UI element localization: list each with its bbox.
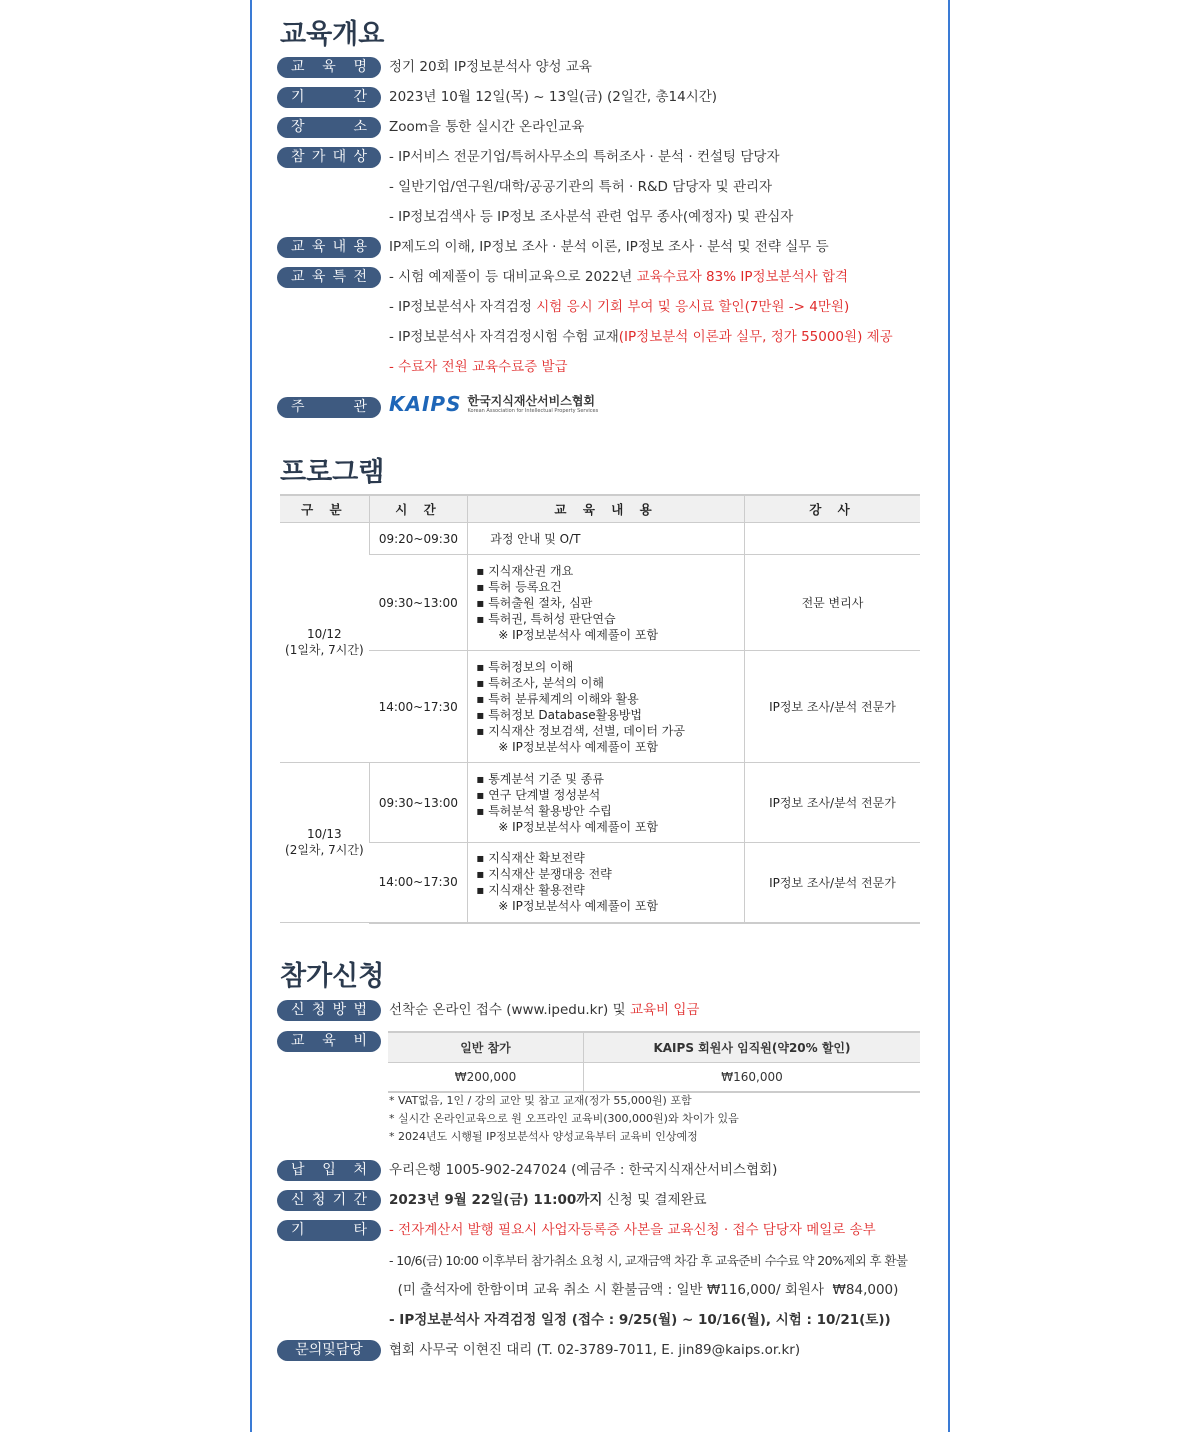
- program-title: 프로그램: [280, 457, 385, 488]
- content-item: ▪ 특허정보 Database활용방법: [476, 707, 743, 723]
- day-cell: [280, 763, 369, 923]
- kaips-name-en: Korean Association for Intellectual Property Services: [467, 407, 599, 414]
- label-char: 참: [291, 149, 305, 165]
- feature-text: - IP정보분석사 자격검정시험 수험 교재: [389, 329, 619, 345]
- label-char: 육: [311, 239, 326, 255]
- label-pill: [277, 117, 381, 138]
- label-char: 교: [291, 239, 305, 255]
- overview-row: [277, 393, 927, 418]
- feature-highlight: 교육수료자 83% IP정보분석사 합격: [636, 269, 849, 285]
- kaips-mark: KAIPS: [389, 392, 462, 416]
- overview-text: 2023년 10월 12일(목) ~ 13일(금) (2일간, 총14시간): [389, 89, 718, 105]
- feature-line: [389, 326, 893, 349]
- feature-line: [389, 266, 848, 289]
- label-pill: [277, 87, 381, 108]
- label-pill: [277, 1160, 381, 1181]
- label-char: 법: [353, 1002, 367, 1018]
- fee-notes: [389, 1092, 739, 1146]
- contact-text: 협회 사무국 이현진 대리 (T. 02-3789-7011, E. jin89@kaips.or.kr): [389, 1342, 801, 1358]
- fee-note: * 2024년도 시행될 IP정보분석사 양성교육부터 교육비 인상예정: [389, 1130, 698, 1143]
- feature-line: [389, 296, 849, 319]
- label-char: 간: [353, 89, 367, 105]
- feature-text: - 시험 예제풀이 등 대비교육으로 2022년: [389, 269, 637, 285]
- label-char: 육: [322, 1033, 336, 1049]
- program-header: 시 간: [369, 495, 468, 523]
- label-char: 신: [291, 1002, 305, 1018]
- content-item: ▪ 특허권, 특허성 판단연습: [476, 611, 743, 627]
- period-deadline: 2023년 9월 22일(금) 11:00까지: [389, 1192, 603, 1208]
- label-char: 납: [291, 1162, 305, 1178]
- label-char: 처: [353, 1162, 367, 1178]
- etc-line: - IP정보분석사 자격검정 일정 (접수 : 9/25(월) ~ 10/16(월), 시험 : 10/21(토)): [389, 1312, 891, 1328]
- content-item: ▪ 연구 단계별 정성분석: [476, 787, 743, 803]
- kaips-logo: [389, 392, 598, 416]
- content-note: ※ IP정보분석사 예제풀이 포함: [498, 819, 659, 834]
- time-cell: 14:00~17:30: [369, 843, 468, 923]
- etc-line: (미 출석자에 한함이며 교육 취소 시 환불금액 : 일반 ₩116,000/ 회원사 ₩84,000): [389, 1282, 899, 1298]
- content-item: ▪ 지식재산 활용전략: [476, 882, 743, 898]
- label-char: 기: [332, 1192, 347, 1208]
- apply-method-row: [277, 999, 927, 1021]
- program-table: [280, 494, 920, 924]
- label-char: 청: [311, 1002, 326, 1018]
- label-char: 간: [353, 1192, 367, 1208]
- label-char: 관: [353, 399, 367, 415]
- content-cell: [468, 555, 745, 651]
- label-char: 명: [353, 59, 367, 75]
- target-line: - IP정보검색사 등 IP정보 조사분석 관련 업무 종사(예정자) 및 관심자: [389, 209, 794, 225]
- label-pill: [277, 397, 381, 418]
- program-header: 강 사: [744, 495, 920, 523]
- program-header: 구 분: [280, 495, 369, 523]
- label-char: 육: [311, 269, 326, 285]
- target-line: - 일반기업/연구원/대학/공공기관의 특허 · R&D 담당자 및 관리자: [389, 179, 773, 195]
- day-date: 10/13: [307, 827, 342, 841]
- day-sub: (2일차, 7시간): [285, 843, 364, 857]
- content-item: ▪ 특허 등록요건: [476, 579, 743, 595]
- fee-value: ₩160,000: [584, 1063, 921, 1093]
- label-char: 용: [353, 239, 367, 255]
- fee-table: [388, 1031, 920, 1093]
- feature-text: - IP정보분석사 자격검정: [389, 299, 537, 315]
- overview-row: [277, 116, 927, 138]
- feature-highlight: - 수료자 전원 교육수료증 발급: [389, 359, 568, 375]
- label-char: 상: [353, 149, 367, 165]
- label-pill: [277, 267, 381, 288]
- apply-method-highlight: 교육비 입금: [629, 1002, 700, 1018]
- label-pill: [277, 237, 381, 258]
- overview-title: 교육개요: [280, 19, 385, 50]
- day-sub: (1일차, 7시간): [285, 643, 364, 657]
- content-item: ▪ 지식재산 확보전략: [476, 850, 743, 866]
- content-item: ▪ 특허출원 절차, 심판: [476, 595, 743, 611]
- day-cell: [280, 523, 369, 763]
- overview-text: IP제도의 이해, IP정보 조사 · 분석 이론, IP정보 조사 · 분석 및 전략 실무 등: [389, 239, 829, 255]
- content-item: 과정 안내 및 O/T: [490, 531, 581, 546]
- kaips-name: 한국지식재산서비스협회: [467, 393, 595, 408]
- lecturer-cell: 전문 변리사: [744, 555, 920, 651]
- time-cell: 09:30~13:00: [369, 763, 468, 843]
- label-char: 교: [291, 59, 305, 75]
- lecturer-cell: [744, 523, 920, 555]
- label-pill: 문의및담당: [277, 1340, 381, 1361]
- overview-row: [277, 236, 927, 258]
- label-char: 교: [291, 1033, 305, 1049]
- content-cell: [468, 763, 745, 843]
- content-item: ▪ 지식재산 정보검색, 선별, 데이터 가공: [476, 723, 743, 739]
- label-pill: [277, 1031, 381, 1052]
- time-cell: 14:00~17:30: [369, 651, 468, 763]
- bank-text: 우리은행 1005-902-247024 (예금주 : 한국지식재산서비스협회): [389, 1162, 778, 1178]
- content-item: ▪ 특허분석 활용방안 수립: [476, 803, 743, 819]
- etc-line: - 전자계산서 발행 필요시 사업자등록증 사본을 교육신청 · 접수 담당자 메일로 송부: [389, 1222, 876, 1238]
- content-cell: [468, 651, 745, 763]
- content-item: ▪ 특허 분류체계의 이해와 활용: [476, 691, 743, 707]
- label-char: 내: [332, 239, 347, 255]
- label-pill: [277, 1190, 381, 1211]
- contact-row: [277, 1339, 927, 1361]
- label-pill: [277, 1000, 381, 1021]
- label-char: 특: [332, 269, 347, 285]
- feature-highlight: (IP정보분석 이론과 실무, 정가 55000원) 제공: [618, 329, 893, 345]
- overview-row: [277, 56, 927, 78]
- target-line: - IP서비스 전문기업/특허사무소의 특허조사 · 분석 · 컨설팅 담당자: [389, 149, 780, 165]
- label-char: 소: [353, 119, 367, 135]
- apply-method-text: 선착순 온라인 접수 (www.ipedu.kr) 및: [389, 1002, 630, 1018]
- overview-text: 정기 20회 IP정보분석사 양성 교육: [389, 59, 592, 75]
- label-pill: [277, 1220, 381, 1241]
- label-char: 청: [311, 1192, 326, 1208]
- program-header: 교 육 내 용: [468, 495, 745, 523]
- label-pill: [277, 57, 381, 78]
- label-char: 주: [291, 399, 305, 415]
- label-char: 전: [353, 269, 367, 285]
- label-char: 비: [353, 1033, 367, 1049]
- etc-line: - 10/6(금) 10:00 이후부터 참가취소 요청 시, 교재금액 차감 후 교육준비 수수료 약 20%제외 후 환불: [389, 1253, 908, 1268]
- label-char: 교: [291, 269, 305, 285]
- label-char: 육: [322, 59, 336, 75]
- label-char: 입: [322, 1162, 336, 1178]
- lecturer-cell: IP정보 조사/분석 전문가: [744, 651, 920, 763]
- content-item: ▪ 통계분석 기준 및 종류: [476, 771, 743, 787]
- content-item: ▪ 특허정보의 이해: [476, 659, 743, 675]
- content-item: ▪ 지식재산권 개요: [476, 563, 743, 579]
- content-cell: [468, 523, 745, 555]
- fee-header: KAIPS 회원사 임직원(약20% 할인): [584, 1032, 921, 1063]
- period-text: 신청 및 결제완료: [602, 1192, 707, 1208]
- overview-text: Zoom을 통한 실시간 온라인교육: [389, 119, 585, 135]
- label-char: 타: [353, 1222, 367, 1238]
- bank-row: [277, 1159, 927, 1181]
- label-char: 방: [332, 1002, 347, 1018]
- fee-header: 일반 참가: [388, 1032, 584, 1063]
- label-char: 대: [332, 149, 347, 165]
- content-item: ▪ 특허조사, 분석의 이해: [476, 675, 743, 691]
- fee-note: * VAT없음, 1인 / 강의 교안 및 참고 교재(정가 55,000원) 포함: [389, 1094, 692, 1107]
- content-note: ※ IP정보분석사 예제풀이 포함: [498, 627, 659, 642]
- label-pill: [277, 147, 381, 168]
- fee-value: ₩200,000: [388, 1063, 584, 1093]
- feature-highlight: 시험 응시 기회 부여 및 응시료 할인(7만원 -> 4만원): [536, 299, 850, 315]
- lecturer-cell: IP정보 조사/분석 전문가: [744, 843, 920, 923]
- day-date: 10/12: [307, 627, 342, 641]
- time-cell: 09:20~09:30: [369, 523, 468, 555]
- etc-row: [277, 1219, 927, 1241]
- lecturer-cell: IP정보 조사/분석 전문가: [744, 763, 920, 843]
- feature-line: [389, 356, 568, 379]
- label-char: 가: [311, 149, 326, 165]
- label-char: 신: [291, 1192, 305, 1208]
- label-char: 장: [291, 119, 305, 135]
- content-note: ※ IP정보분석사 예제풀이 포함: [498, 739, 659, 754]
- time-cell: 09:30~13:00: [369, 555, 468, 651]
- label-char: 기: [291, 1222, 305, 1238]
- period-row: [277, 1189, 927, 1211]
- label-char: 기: [291, 89, 305, 105]
- content-cell: [468, 843, 745, 923]
- apply-title: 참가신청: [280, 961, 385, 992]
- content-note: ※ IP정보분석사 예제풀이 포함: [498, 899, 659, 914]
- overview-row: [277, 86, 927, 108]
- content-item: ▪ 지식재산 분쟁대응 전략: [476, 866, 743, 882]
- fee-note: * 실시간 온라인교육으로 원 오프라인 교육비(300,000원)와 차이가 있음: [389, 1112, 739, 1125]
